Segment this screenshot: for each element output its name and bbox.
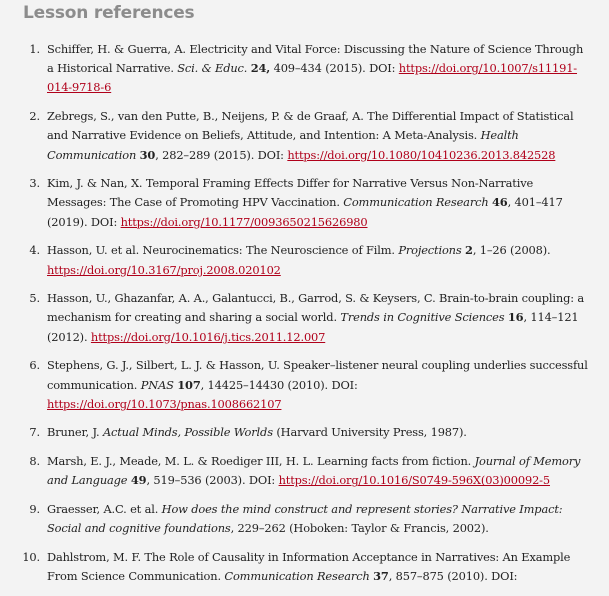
- reference-pages-year: , 1–26 (2008).: [472, 243, 551, 258]
- reference-volume: 37: [373, 569, 389, 584]
- reference-pages-year: , 114–121 (2012).: [47, 310, 579, 344]
- reference-journal: Communication Research: [224, 569, 370, 584]
- reference-volume: 107: [177, 377, 201, 392]
- reference-volume: 49: [130, 473, 147, 488]
- reference-number: 6.: [29, 358, 40, 373]
- reference-item: [0, 174, 609, 232]
- reference-authors-title: Hasson, U. et al. Neurocinematics: The Neuroscience of Film.: [47, 243, 399, 258]
- doi-link[interactable]: https://doi.org/10.1016/j.tics.2011.12.007: [90, 329, 326, 344]
- doi-link[interactable]: https://doi.org/10.1073/pnas.1008662107: [47, 396, 282, 411]
- reference-item: [0, 548, 609, 586]
- reference-list: [0, 40, 609, 596]
- reference-pages-year: 409–434 (2015). DOI:: [270, 61, 399, 76]
- reference-pages-year: , 401–417 (2019). DOI:: [47, 195, 563, 229]
- reference-authors-title: Hasson, U., Ghazanfar, A. A., Galantucci, B., Garrod, S. & Keysers, C. Brain-to-brain coupling: a mechanism for creating and sharing a social world.: [47, 291, 585, 325]
- reference-authors-title: Dahlstrom, M. F. The Role of Causality in Information Acceptance in Narratives: An Example From Science Communication.: [47, 549, 571, 584]
- reference-number: 3.: [29, 176, 40, 191]
- reference-number: 10.: [22, 549, 40, 564]
- reference-volume: 2: [465, 243, 473, 258]
- reference-item: [0, 107, 609, 165]
- reference-journal: Actual Minds, Possible Worlds: [102, 425, 273, 440]
- doi-link[interactable]: https://doi.org/10.1007/s11191-014-9718-6: [47, 61, 578, 95]
- doi-link[interactable]: https://doi.org/10.1080/10410236.2013.842528: [287, 147, 556, 162]
- reference-journal: Trends in Cognitive Sciences: [340, 310, 505, 325]
- reference-number: 8.: [29, 454, 40, 469]
- reference-item: [0, 423, 609, 442]
- reference-journal: PNAS: [140, 377, 174, 392]
- reference-volume: 24,: [250, 61, 271, 76]
- reference-journal: Journal of Memory and Language: [47, 454, 581, 488]
- page-title: Lesson references: [23, 3, 195, 23]
- reference-authors-title: Stephens, G. J., Silbert, L. J. & Hasson, U. Speaker–listener neural coupling underlies successful communication.: [47, 358, 588, 392]
- reference-pages-year: , 229–262 (Hoboken: Taylor & Francis, 2002).: [230, 521, 489, 536]
- reference-journal: Sci. & Educ.: [177, 61, 248, 76]
- reference-authors-title: Kim, J. & Nan, X. Temporal Framing Effects Differ for Narrative Versus Non-Narrative Messages: The Case of Promoting HPV Vaccination.: [47, 176, 534, 210]
- reference-volume: 30: [139, 147, 156, 162]
- doi-link[interactable]: https://doi.org/10.3167/proj.2008.020102: [47, 262, 281, 277]
- reference-pages-year: (Harvard University Press, 1987).: [272, 425, 467, 440]
- reference-pages-year: , 282–289 (2015). DOI:: [155, 147, 288, 162]
- reference-authors-title: Graesser, A.C. et al.: [47, 502, 162, 517]
- reference-volume: 16: [507, 310, 524, 325]
- reference-authors-title: Zebregs, S., van den Putte, B., Neijens, P. & de Graaf, A. The Differential Impact of Statistical and Narrative Evidence on Beliefs, Attitude, and Intention: A Meta-Analysis.: [47, 109, 574, 143]
- reference-journal: Projections: [398, 243, 462, 258]
- reference-item: [0, 40, 609, 98]
- reference-item: [0, 500, 609, 538]
- reference-pages-year: , 857–875 (2010). DOI:: [388, 569, 518, 584]
- reference-authors-title: Marsh, E. J., Meade, M. L. & Roediger III, H. L. Learning facts from fiction.: [47, 454, 475, 469]
- reference-number: 2.: [29, 109, 40, 124]
- reference-number: 7.: [29, 425, 40, 440]
- reference-number: 9.: [29, 502, 40, 517]
- reference-item: [0, 452, 609, 490]
- reference-pages-year: , 14425–14430 (2010). DOI:: [200, 377, 358, 392]
- reference-number: 5.: [29, 291, 40, 306]
- reference-journal: Communication Research: [343, 195, 489, 210]
- reference-item: [0, 289, 609, 347]
- reference-volume: 46: [492, 195, 508, 210]
- reference-journal: How does the mind construct and represent stories? Narrative Impact: Social and cognitive foundations: [47, 502, 563, 536]
- doi-link[interactable]: https://doi.org/10.1016/S0749-596X(03)00092-5: [278, 473, 550, 488]
- reference-authors-title: Schiffer, H. & Guerra, A. Electricity and Vital Force: Discussing the Nature of Science Through a Historical Narrative.: [47, 42, 584, 76]
- reference-authors-title: Bruner, J.: [47, 425, 103, 440]
- reference-number: 1.: [29, 42, 40, 56]
- reference-item: [0, 356, 609, 414]
- reference-journal: Health Communication: [47, 128, 519, 162]
- reference-pages-year: , 519–536 (2003). DOI:: [146, 473, 279, 488]
- reference-item: [0, 241, 609, 279]
- reference-number: 4.: [29, 243, 40, 258]
- doi-link[interactable]: https://doi.org/10.1177/0093650215626980: [120, 214, 368, 229]
